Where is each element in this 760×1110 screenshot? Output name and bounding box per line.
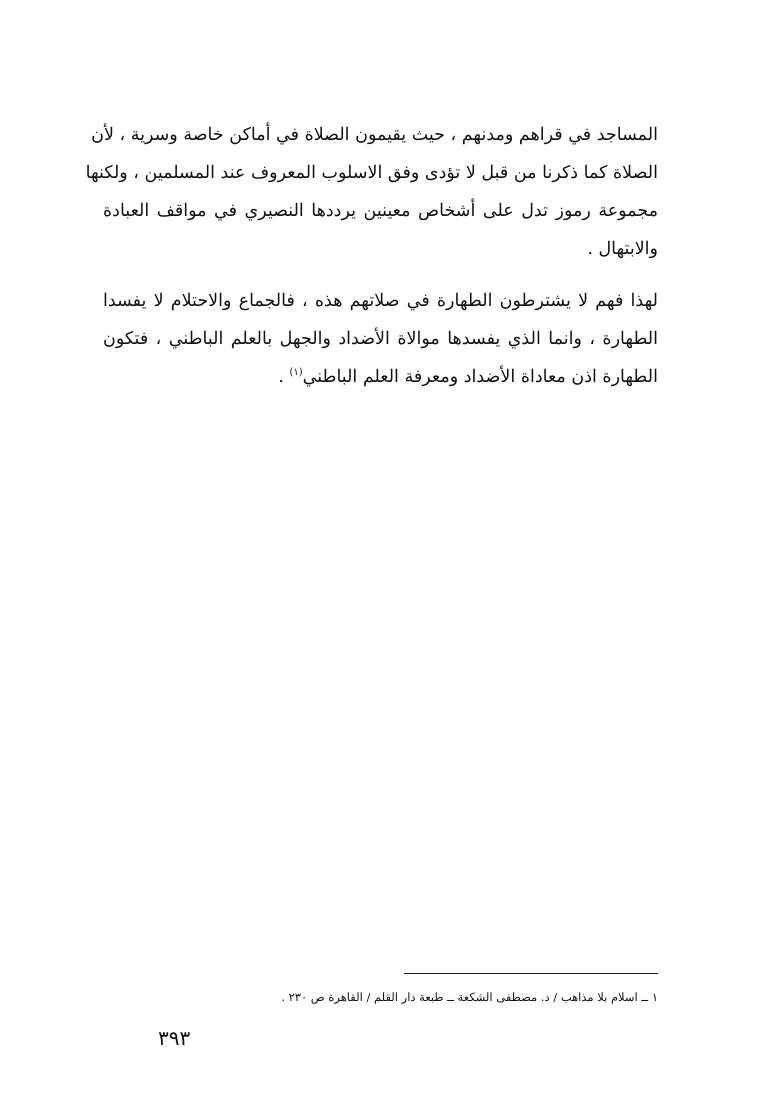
text-line: المساجد في قراهم ومدنهم ، حيث يقيمون الصلاة في أماكن خاصة وسرية ، لأن: [91, 125, 658, 145]
text-line: والابتهال .: [587, 239, 658, 259]
footnote-divider: [404, 973, 658, 974]
footnote-marker: (١): [289, 367, 303, 379]
text-line: الطهارة اذن معاداة الأضداد ومعرفة العلم الباطني: [302, 367, 658, 387]
body-paragraph-2: [103, 282, 658, 396]
footnote-text: ١ ــ اسلام بلا مذاهب / د. مصطفى الشكعة ــ طبعة دار القلم / القاهرة ص ٢٣٠ .: [281, 990, 658, 1004]
body-paragraph-1: [85, 116, 658, 268]
page-number: ٣٩٣: [158, 1026, 191, 1050]
text-line: الصلاة كما ذكرنا من قبل لا تؤدى وفق الاسلوب المعروف عند المسلمين ، ولكنها: [85, 163, 658, 183]
text-line: مجموعة رموز تدل على أشخاص معينين يرددها النصيري في مواقف العبادة: [103, 201, 658, 221]
text-line: الطهارة ، وانما الذي يفسدها موالاة الأضداد والجهل بالعلم الباطني ، فتكون: [103, 329, 658, 349]
sentence-end: .: [278, 367, 290, 387]
text-line-with-footnote: [103, 358, 658, 396]
text-line: لهذا فهم لا يشترطون الطهارة في صلاتهم هذه ، فالجماع والاحتلام لا يفسدا: [103, 291, 658, 311]
